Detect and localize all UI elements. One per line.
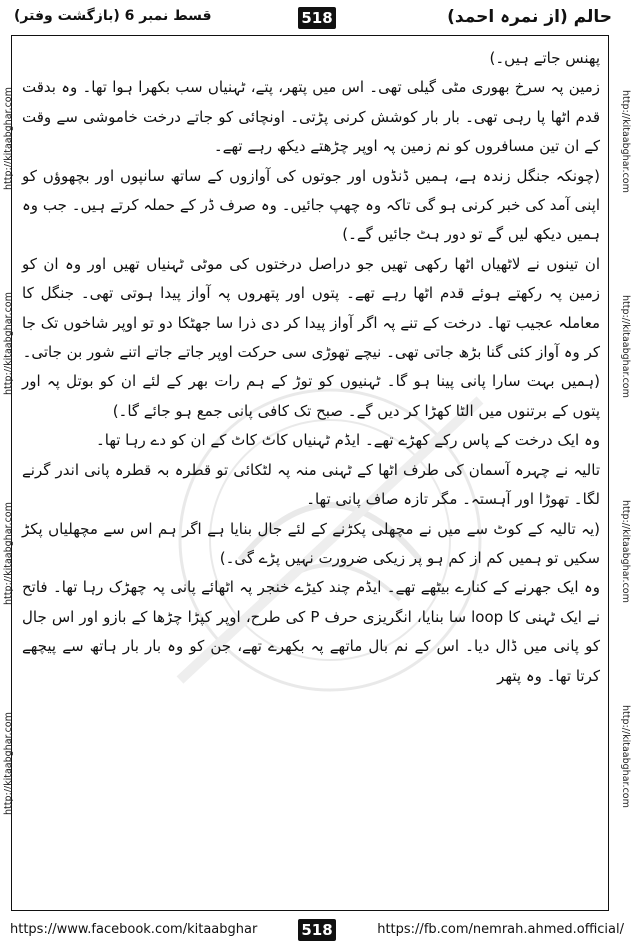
side-url-left-2: http://kitaabghar.com xyxy=(3,292,14,395)
side-url-left-4: http://kitaabghar.com xyxy=(3,712,14,815)
side-url-right-2: http://kitaabghar.com xyxy=(620,295,631,398)
side-url-left-1: http://kitaabghar.com xyxy=(3,87,14,190)
paragraph-2: زمین پہ سرخ بھوری مٹی گیلی تھی۔ اس میں پتھر، پتے، ٹہنیاں سب بکھرا ہوا تھا۔ وہ بدقت قدم اٹھا پا رہی تھی۔ بار بار کوشش کرنی پڑتی۔ اونچائی کو جاتے درخت خاموشی سے وقت کے ان تین مسافروں کو نم زمین پہ اوپر چڑھتے دیکھ رہے تھے۔ xyxy=(22,78,600,156)
page-number-top: 518 xyxy=(298,7,336,29)
side-url-right-4: http://kitaabghar.com xyxy=(620,705,631,808)
paragraph-1: پھنس جاتے ہیں۔) xyxy=(489,49,600,67)
page-header xyxy=(0,0,634,34)
side-url-right-1: http://kitaabghar.com xyxy=(620,90,631,193)
paragraph-6: وہ ایک درخت کے پاس رکے کھڑے تھے۔ ایڈم ٹہنیاں کاٹ کاٹ کے ان کو دے رہا تھا۔ xyxy=(95,431,600,450)
paragraph-5: (ہمیں بہت سارا پانی پینا ہو گا۔ ٹہنیوں کو توڑ کے ہم رات بھر کے لئے ان کو بوتل پہ اور پتوں کے برتنوں میں الٹا کھڑا کر دیں گے۔ صبح تک کافی پانی جمع ہو جائے گا۔) xyxy=(22,372,600,420)
facebook-nemrah-link[interactable]: https://fb.com/nemrah.ahmed.official/ xyxy=(377,922,624,937)
page-number-bottom: 518 xyxy=(298,919,336,941)
paragraph-9: وہ ایک جھرنے کے کنارے بیٹھے تھے۔ ایڈم چند کیڑے خنجر پہ اٹھائے پانی پہ چھڑک رہا تھا۔ فاتح نے ایک ٹہنی کا loop سا بنایا، انگریزی حرف P کی طرح، اوپر کپڑا چڑھا کے بازو اور اس جال کو پانی میں ڈال دیا۔ اس کے نم بال ماتھے پہ بکھرے تھے، جن کو وہ بار بار ہاتھ سے پیچھے کرتا تھا۔ وہ پتھر xyxy=(22,578,601,685)
paragraph-8: (یہ تالیہ کے کوٹ سے میں نے مچھلی پکڑنے کے لئے جال بنایا ہے اگر ہم اس سے مچھلیاں پکڑ سکیں تو ہمیں کم از کم ہو پر زیکی ضرورت نہیں پڑے گی۔) xyxy=(22,519,600,567)
paragraph-7: تالیہ نے چہرہ آسمان کی طرف اٹھا کے ٹہنی منہ پہ لٹکائی تو قطرہ بہ قطرہ پانی اندر گرنے لگا۔ تھوڑا اور آہستہ۔ مگر تازہ صاف پانی تھا۔ xyxy=(22,460,600,509)
paragraph-3: (چونکہ جنگل زندہ ہے، ہمیں ڈنڈوں اور جوتوں کی آوازوں کے ساتھ سانپوں اور بچھوؤں کو اپنی آمد کی خبر کرنی ہو گی تاکہ وہ چھپ جائیں۔ وہ صرف ڈر کے حملہ کرتے ہیں۔ جب وہ ہمیں دیکھ لیں گے تو دور ہٹ جائیں گے۔) xyxy=(22,166,600,244)
side-url-right-3: http://kitaabghar.com xyxy=(620,500,631,603)
story-text-body xyxy=(22,44,600,908)
facebook-kitaabghar-link[interactable]: https://www.facebook.com/kitaabghar xyxy=(10,922,258,937)
book-title: حالم (از نمرہ احمد) xyxy=(447,7,612,27)
episode-title: قسط نمبر 6 (بازگشت وفتر) xyxy=(14,8,212,24)
paragraph-4: ان تینوں نے لاٹھیاں اٹھا رکھی تھیں جو دراصل درختوں کی موٹی ٹہنیاں تھیں اور وہ ان کو زمین پہ رکھتے ہوئے قدم اٹھا رہے تھے۔ پتوں اور پتھروں پہ آواز پیدا ہوتی تھی۔ جنگل کا معاملہ عجیب تھا۔ درخت کے تنے پہ اگر آواز پیدا کر دی ذرا سا جھٹکا دو تو اوپر شاخوں تک جا کر وہ آواز کئی گنا بڑھ جاتی تھی۔ نیچے تھوڑی سی حرکت اوپر جاتے جاتے اتنے شور بن جاتی۔ xyxy=(22,254,600,362)
side-url-left-3: http://kitaabghar.com xyxy=(3,502,14,605)
